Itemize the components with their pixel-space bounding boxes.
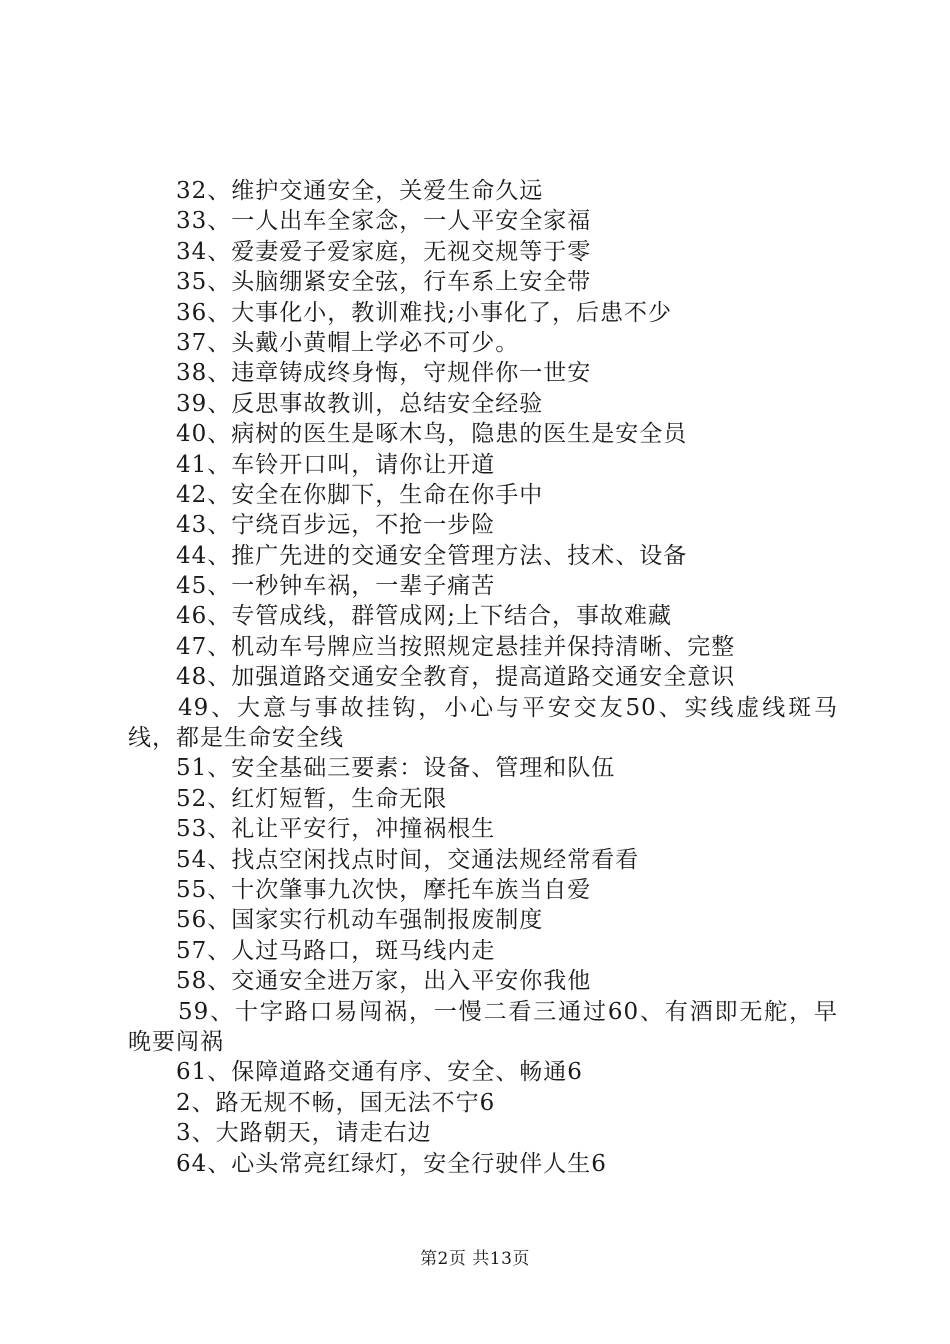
slogan-line: 57、人过马路口，斑马线内走 — [176, 937, 496, 964]
slogan-line: 3、大路朝天，请走右边 — [176, 1120, 432, 1147]
slogan-line: 51、安全基础三要素：设备、管理和队伍 — [176, 755, 616, 782]
slogan-list — [128, 176, 838, 1179]
slogan-line: 53、礼让平安行，冲撞祸根生 — [176, 816, 496, 843]
slogan-line: 36、大事化小，教训难找;小事化了，后患不少 — [176, 299, 673, 326]
slogan-line: 32、维护交通安全，关爱生命久远 — [176, 178, 544, 204]
slogan-line: 48、加强道路交通安全教育，提高道路交通安全意识 — [176, 664, 736, 691]
slogan-line: 44、推广先进的交通安全管理方法、技术、设备 — [176, 542, 688, 569]
page-number-footer: 第2页 共13页 — [420, 1249, 530, 1269]
slogan-line: 38、违章铸成终身悔，守规伴你一世安 — [176, 360, 592, 387]
slogan-line: 58、交通安全进万家，出入平安你我他 — [176, 968, 592, 995]
slogan-line: 46、专管成线，群管成网;上下结合，事故难藏 — [176, 603, 673, 630]
slogan-line: 55、十次肇事九次快，摩托车族当自爱 — [176, 877, 592, 904]
slogan-line: 34、爱妻爱子爱家庭，无视交规等于零 — [176, 238, 592, 265]
slogan-line: 54、找点空闲找点时间，交通法规经常看看 — [176, 846, 640, 873]
slogan-line: 56、国家实行机动车强制报废制度 — [176, 907, 544, 934]
slogan-line: 39、反思事故教训，总结安全经验 — [176, 390, 544, 417]
slogan-line: 61、保障道路交通有序、安全、畅通6 — [176, 1059, 583, 1086]
slogan-line: 41、车铃开口叫，请你让开道 — [176, 451, 496, 478]
slogan-line: 42、安全在你脚下，生命在你手中 — [176, 481, 544, 508]
slogan-line: 40、病树的医生是啄木鸟，隐患的医生是安全员 — [176, 421, 688, 448]
slogan-line: 37、头戴小黄帽上学必不可少。 — [176, 329, 520, 356]
slogan-paragraph: 49、大意与事故挂钩，小心与平安交友50、实线虚线斑马线，都是生命安全线 — [128, 694, 838, 752]
slogan-paragraph: 59、十字路口易闯祸，一慢二看三通过60、有酒即无舵，早晚要闯祸 — [128, 998, 838, 1055]
slogan-line: 33、一人出车全家念，一人平安全家福 — [176, 208, 592, 235]
slogan-line: 43、宁绕百步远，不抢一步险 — [176, 512, 496, 539]
slogan-line: 64、心头常亮红绿灯，安全行驶伴人生6 — [176, 1150, 607, 1177]
slogan-line: 45、一秒钟车祸，一辈子痛苦 — [176, 573, 496, 600]
slogan-line: 35、头脑绷紧安全弦，行车系上安全带 — [176, 269, 592, 296]
slogan-line: 52、红灯短暂，生命无限 — [176, 785, 448, 812]
slogan-line: 47、机动车号牌应当按照规定悬挂并保持清晰、完整 — [176, 633, 736, 660]
slogan-line: 2、路无规不畅，国无法不宁6 — [176, 1089, 496, 1116]
